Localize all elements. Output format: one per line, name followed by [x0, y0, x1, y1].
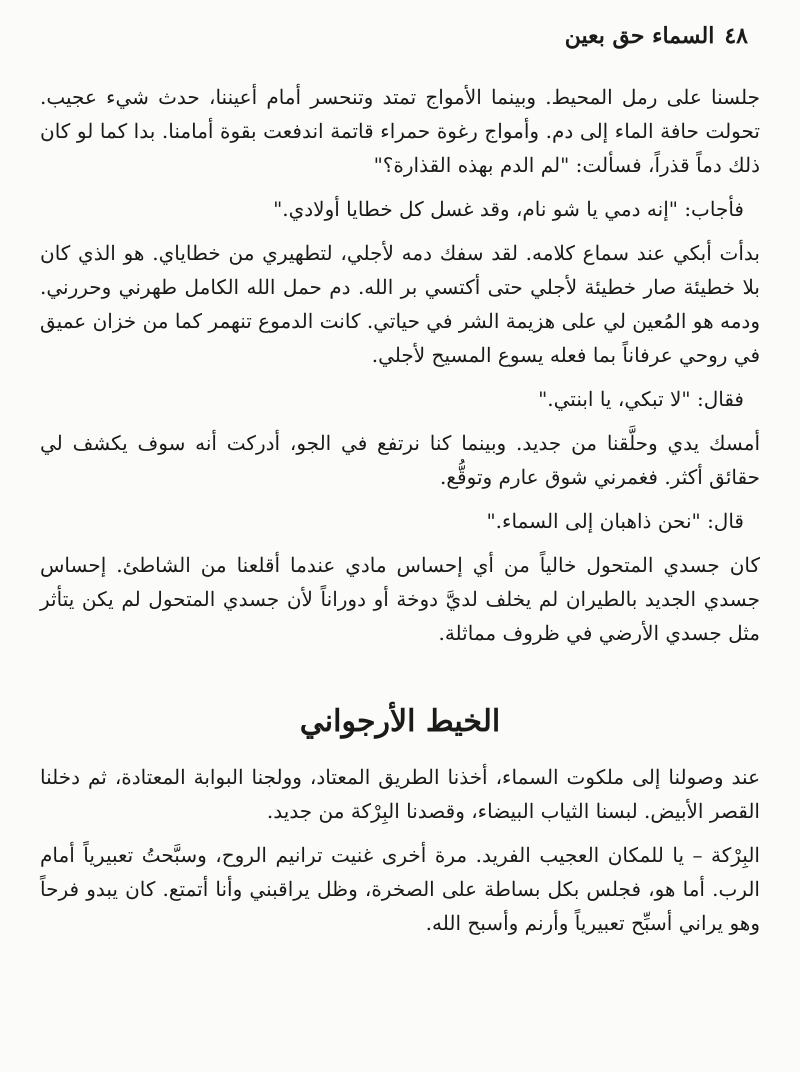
page-number: ٤٨: [724, 23, 748, 49]
book-title: السماء حق بعين: [564, 23, 715, 49]
section-heading: الخيط الأرجواني: [299, 704, 501, 739]
paragraph: فقال: "لا تبكي، يا ابنتي.": [538, 387, 744, 411]
paragraph: البِرْكة – يا للمكان العجيب الفريد. مرة أخرى غنيت ترانيم الروح، وسبَّحتُ تعبيرياً أمام الرب. أما هو، فجلس بكل بساطة على الصخرة، وظل يراقبني وأنا أتمتع. كان يبدو فرحاً وهو يراني أسبِّح تعبيرياً وأرنم وأسبح الله.: [40, 843, 760, 935]
paragraph: قال: "نحن ذاهبان إلى السماء.": [486, 509, 744, 533]
page-content: [40, 80, 760, 950]
paragraph: فأجاب: "إنه دمي يا شو نام، وقد غسل كل خطايا أولادي.": [273, 197, 744, 221]
paragraph: أمسك يدي وحلَّقنا من جديد. وبينما كنا نرتفع في الجو، أدركت أنه سوف يكشف لي حقائق أكثر. فغمرني شوق عارم وتوقُّع.: [40, 431, 760, 489]
paragraph: جلسنا على رمل المحيط. وبينما الأمواج تمتد وتنحسر أمام أعيننا، حدث شيء عجيب. تحولت حافة الماء إلى دم. وأمواج رغوة حمراء قاتمة اندفعت بقوة أمامنا. بدا كما لو كان ذلك دماً قذراً، فسألت: "لم الدم بهذه القذارة؟": [40, 85, 760, 177]
paragraph: عند وصولنا إلى ملكوت السماء، أخذنا الطريق المعتاد، وولجنا البوابة المعتادة، ثم دخلنا القصر الأبيض. لبسنا الثياب البيضاء، وقصدنا البِرْكة من جديد.: [40, 765, 760, 823]
paragraph: كان جسدي المتحول خالياً من أي إحساس مادي عندما أقلعنا من الشاطئ. إحساس جسدي الجديد بالطيران لم يخلف لديَّ دوخة أو دوراناً لأن جسدي المتحول لم يكن يتأثر مثل جسدي الأرضي في ظروف مماثلة.: [40, 553, 760, 645]
running-header: [40, 18, 748, 54]
paragraph: بدأت أبكي عند سماع كلامه. لقد سفك دمه لأجلي، لتطهيري من خطاياي. هو الذي كان بلا خطيئة صار خطيئة لأجلي حتى أكتسي بر الله. دم حمل الله الكامل طهرني وحررني. ودمه هو المُعين لي على هزيمة الشر في حياتي. كانت الدموع تنهمر كما من خزان عميق في روحي عرفاناً بما فعله يسوع المسيح لأجلي.: [40, 241, 760, 367]
